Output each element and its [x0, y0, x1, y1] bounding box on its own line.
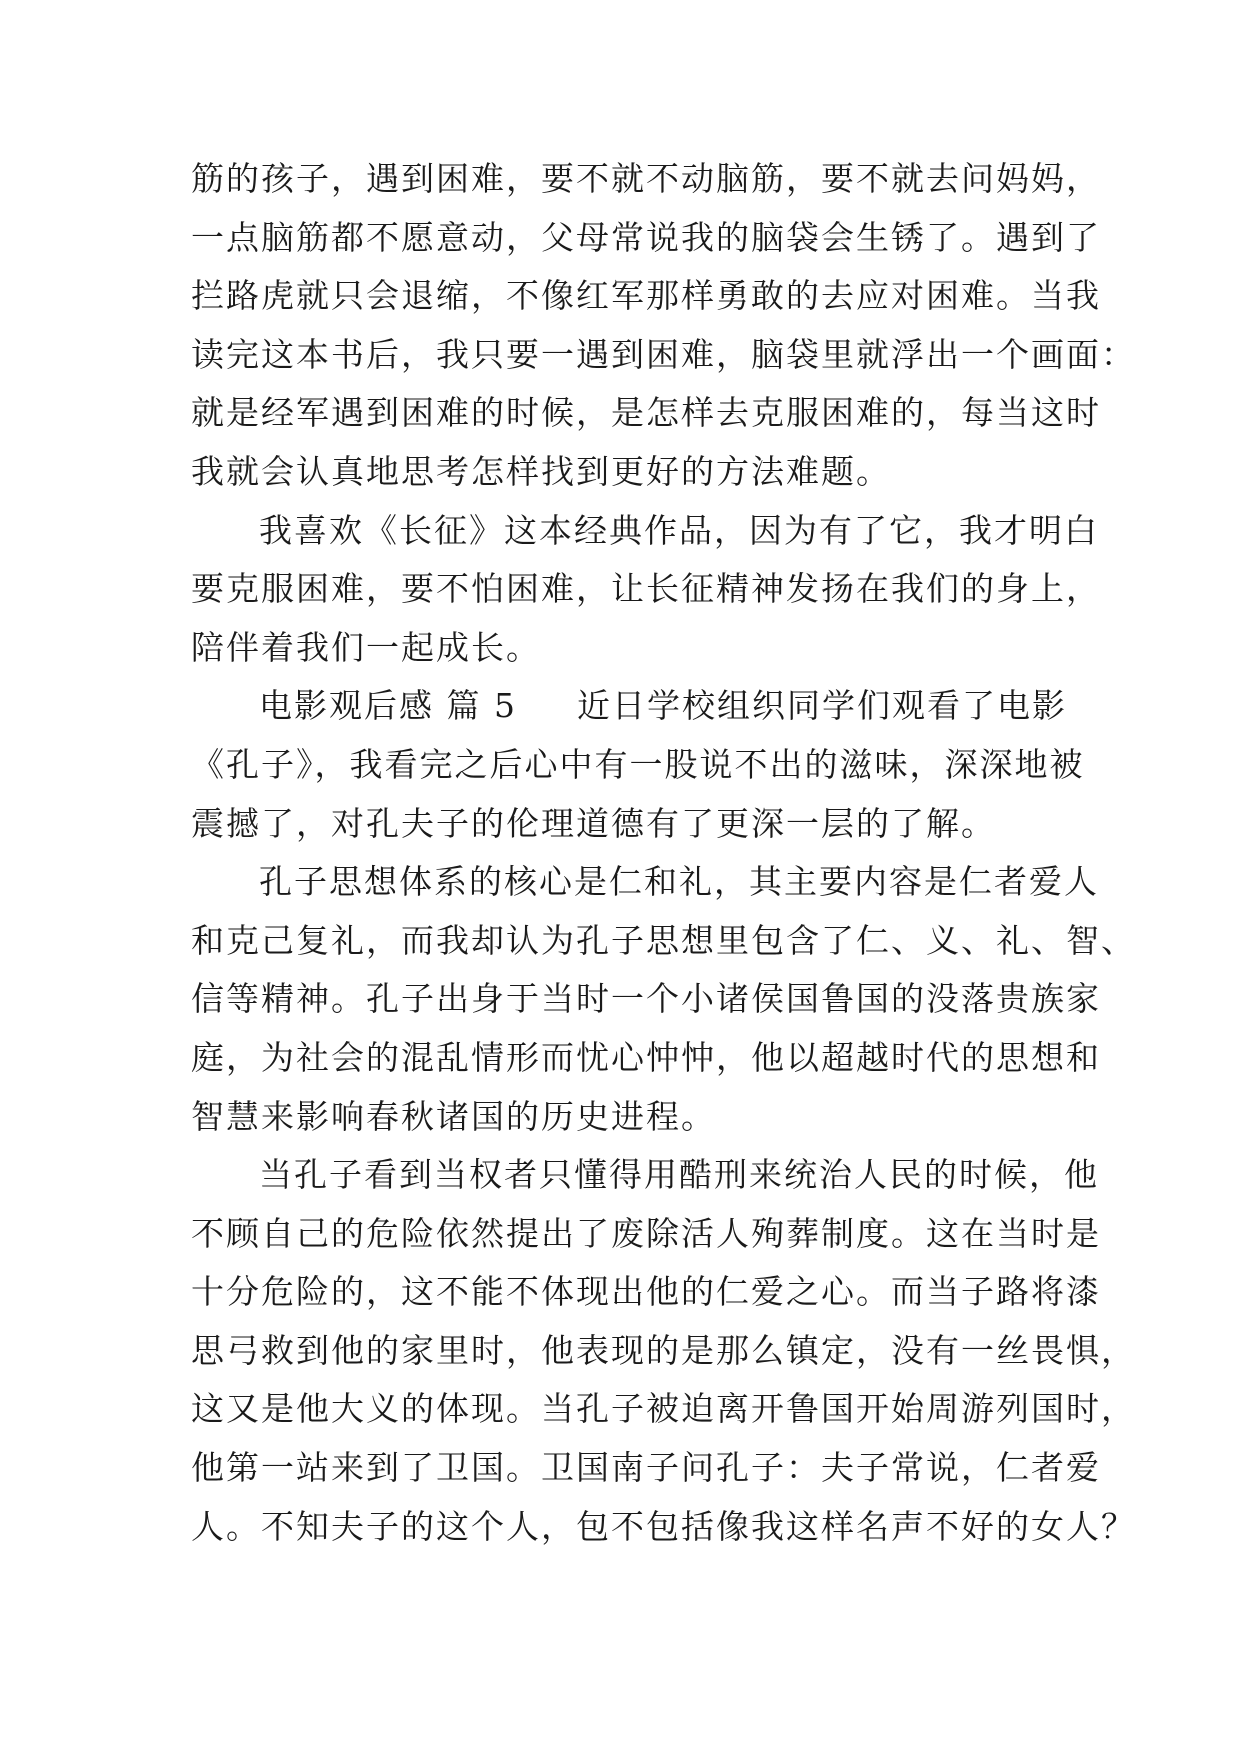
text-line: 这又是他大义的体现。当孔子被迫离开鲁国开始周游列国时， [191, 1389, 1136, 1429]
text-line: 不顾自己的危险依然提出了废除活人殉葬制度。这在当时是 [191, 1213, 1101, 1253]
text-line: 读完这本书后，我只要一遇到困难，脑袋里就浮出一个画面： [191, 334, 1136, 374]
paragraph-start-line: 孔子思想体系的核心是仁和礼，其主要内容是仁者爱人 [259, 862, 1099, 902]
text-line: 智慧来影响春秋诸国的历史进程。 [191, 1096, 716, 1136]
section-heading: 电影观后感 篇 5 [259, 686, 517, 726]
section-heading-line [191, 677, 1071, 736]
text-line: 人。不知夫子的这个人，包不包括像我这样名声不好的女人？ [191, 1506, 1136, 1546]
paragraph-start-line: 当孔子看到当权者只懂得用酷刑来统治人民的时候，他 [259, 1155, 1099, 1195]
text-line: 近日学校组织同学们观看了电影 [576, 686, 1067, 726]
document-body [191, 150, 1136, 1556]
text-line: 我就会认真地思考怎样找到更好的方法难题。 [191, 451, 891, 491]
text-line: 他第一站来到了卫国。卫国南子问孔子：夫子常说，仁者爱 [191, 1448, 1101, 1488]
text-line: 陪伴着我们一起成长。 [191, 627, 541, 667]
text-line: 《孔子》，我看完之后心中有一股说不出的滋味，深深地被 [191, 744, 1085, 784]
text-line: 思弓救到他的家里时，他表现的是那么镇定，没有一丝畏惧， [191, 1330, 1136, 1370]
paragraph-start-line: 我喜欢《长征》这本经典作品，因为有了它，我才明白 [259, 510, 1099, 550]
text-line: 就是经军遇到困难的时候，是怎样去克服困难的，每当这时 [191, 393, 1101, 433]
text-line: 庭，为社会的混乱情形而忧心忡忡，他以超越时代的思想和 [191, 1037, 1101, 1077]
text-line: 要克服困难，要不怕困难，让长征精神发扬在我们的身上， [191, 569, 1101, 609]
text-line: 一点脑筋都不愿意动，父母常说我的脑袋会生锈了。遇到了 [191, 217, 1101, 257]
text-line: 筋的孩子，遇到困难，要不就不动脑筋，要不就去问妈妈， [191, 159, 1101, 198]
text-line: 震撼了，对孔夫子的伦理道德有了更深一层的了解。 [191, 803, 996, 843]
text-line: 和克己复礼，而我却认为孔子思想里包含了仁、义、礼、智、 [191, 920, 1136, 960]
text-line: 十分危险的，这不能不体现出他的仁爱之心。而当子路将漆 [191, 1272, 1101, 1312]
text-line: 拦路虎就只会退缩，不像红军那样勇敢的去应对困难。当我 [191, 276, 1101, 316]
text-line: 信等精神。孔子出身于当时一个小诸侯国鲁国的没落贵族家 [191, 979, 1101, 1019]
